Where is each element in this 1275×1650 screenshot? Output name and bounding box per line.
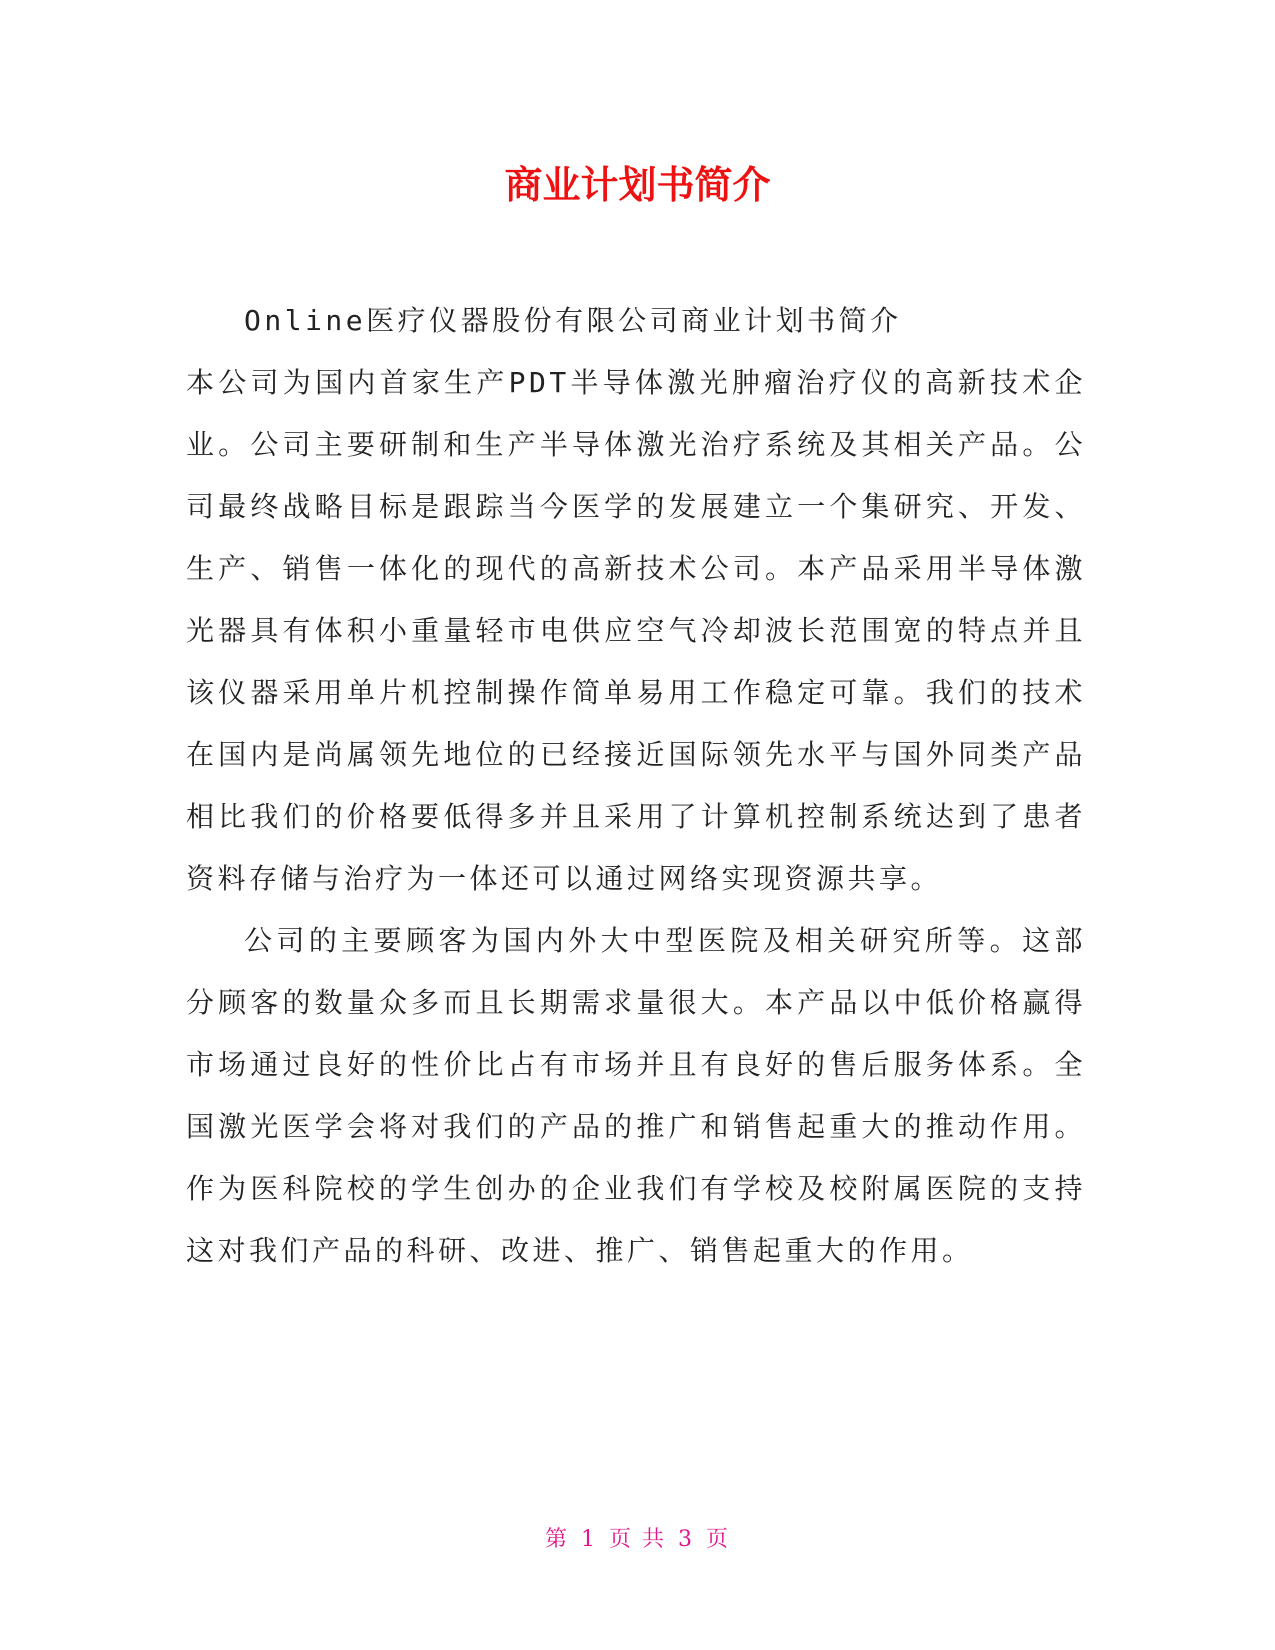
company-intro-paragraph: 本公司为国内首家生产PDT半导体激光肿瘤治疗仪的高新技术企业。公司主要研制和生产半导体激光治疗系统及其相关产品。公司最终战略目标是跟踪当今医学的发展建立一个集研究、开发、生产、销售一体化的现代的高新技术公司。本产品采用半导体激光器具有体积小重量轻市电供应空气冷却波长范围宽的特点并且该仪器采用单片机控制操作简单易用工作稳定可靠。我们的技术在国内是尚属领先地位的已经接近国际领先水平与国外同类产品相比我们的价格要低得多并且采用了计算机控制系统达到了患者资料存储与治疗为一体还可以通过网络实现资源共享。 [186, 366, 1086, 895]
document-body [186, 290, 1086, 1282]
subtitle-paragraph: Online医疗仪器股份有限公司商业计划书简介 [244, 304, 902, 337]
footer-total-pages: 3 [678, 1527, 694, 1552]
footer-page-middle: 页 共 [609, 1527, 666, 1552]
customer-paragraph: 公司的主要顾客为国内外大中型医院及相关研究所等。这部分顾客的数量众多而且长期需求量很大。本产品以中低价格赢得市场通过良好的性价比占有市场并且有良好的售后服务体系。全国激光医学会将对我们的产品的推广和销售起重大的推动作用。作为医科院校的学生创办的企业我们有学校及校附属医院的支持这对我们产品的科研、改进、推广、销售起重大的作用。 [186, 924, 1086, 1267]
document-title: 商业计划书简介 [504, 163, 771, 207]
footer-page-prefix: 第 [544, 1527, 569, 1552]
page-footer [0, 1525, 1275, 1555]
footer-page-number: 1 [581, 1527, 597, 1552]
footer-page-suffix: 页 [706, 1527, 731, 1552]
